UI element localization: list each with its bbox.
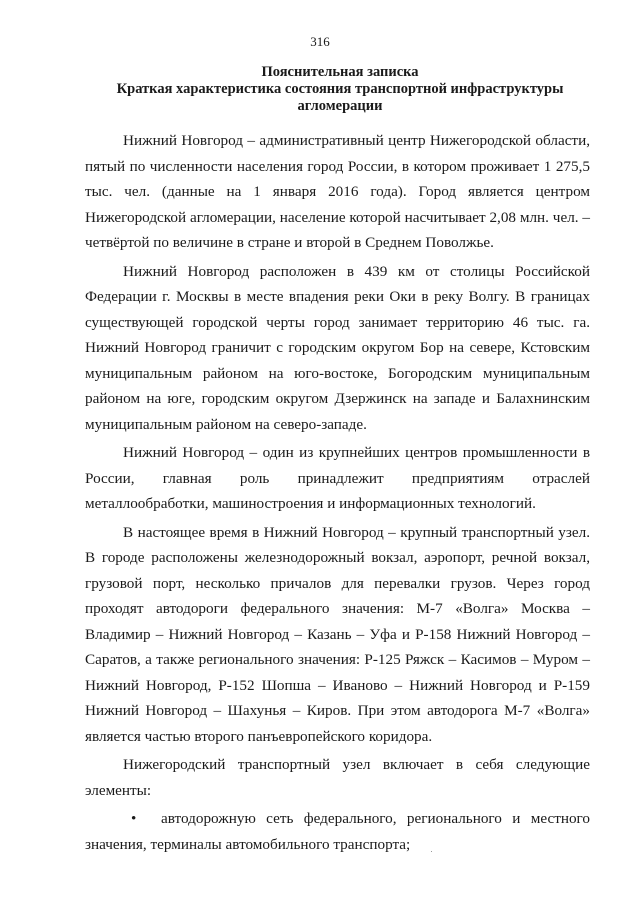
document-heading (80, 64, 600, 115)
heading-line-2: Краткая характеристика состояния транспортной инфраструктуры (116, 81, 564, 97)
paragraph-4: В настоящее время в Нижний Новгород – крупный транспортный узел. В городе расположены железнодорожный вокзал, аэропорт, речной вокзал, грузовой порт, несколько причалов для перевалки грузов. Через город проходят автодороги федерального значения: М-7 «Волга» Москва – Владимир – Нижний Новгород – Казань – Уфа и Р-158 Нижний Новгород – Саратов, а также регионального значения: Р-125 Ряжск – Касимов – Муром – Нижний Новгород, Р-152 Шопша – Иваново – Нижний Новгород и Р-159 Нижний Новгород – Шахунья – Киров. При этом автодорога М-7 «Волга» является частью второго панъевропейского коридора. (85, 523, 590, 745)
paragraph-1: Нижний Новгород – административный центр Нижегородской области, пятый по численности населения город России, в котором проживает 1 275,5 тыс. чел. (данные на 1 января 2016 года). Город является центром Нижегородской агломерации, население которой насчитывает 2,08 млн. чел. – четвёртой по величине в стране и второй в Среднем Поволжье. (85, 132, 590, 251)
heading-line-3: агломерации (297, 98, 383, 114)
bullet-item-text: автодорожную сеть федерального, регионального и местного значения, терминалы автомобильного транспорта; (85, 810, 590, 853)
paragraph-3: Нижний Новгород – один из крупнейших центров промышленности в России, главная роль принадлежит предприятиям отраслей металлообработки, машиностроения и информационных технологий. (85, 444, 590, 512)
scan-artifact (431, 851, 432, 852)
document-body (85, 128, 590, 860)
page-number: 316 (310, 34, 330, 49)
bullet-item-1 (85, 806, 590, 857)
paragraph-5: Нижегородский транспортный узел включает в себя следующие элементы: (85, 756, 590, 799)
paragraph-2: Нижний Новгород расположен в 439 км от столицы Российской Федерации г. Москвы в месте впадения реки Оки в реку Волгу. В границах существующей городской черты город занимает территорию 46 тыс. га. Нижний Новгород граничит с городским округом Бор на севере, Кстовским муниципальным районом на юго-востоке, Богородским муниципальным районом на юге, городским округом Дзержинск на западе и Балахнинским муниципальным районом на северо-западе. (85, 262, 590, 433)
bullet-symbol: • (131, 810, 137, 827)
heading-line-1: Пояснительная записка (261, 64, 419, 80)
